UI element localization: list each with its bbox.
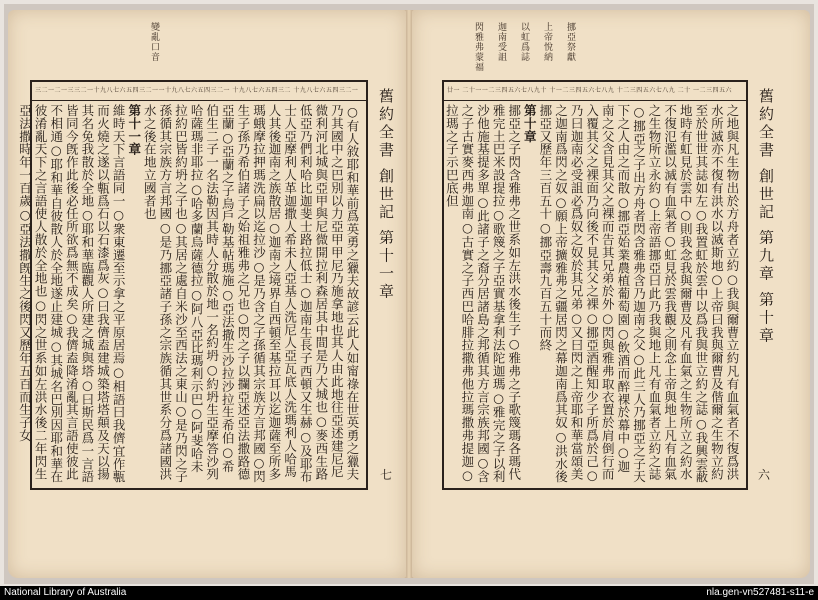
margin-note: 以虹爲誌 (519, 22, 529, 62)
right-margin-notes (472, 22, 575, 76)
body-text: ○有人敘耶和華前爲英勇之獵夫故諺云此人如甯祿在世英勇之獵夫乃其國中之巴別以力亞甲甲尼乃施拿地也其人由此地往亞述建尼尼微利河北城與亞甲與尼微開拉利森居其中間是乃大城也○麥西生路低亞乃們利哈比迦斐士路拉低士○迦南生長子西頓又生赫○及耶布士人亞摩利人革迦撒人希未人亞基人洗尼人亞瓦底人洗瑪利人哈馬人其後迦南之族散居○迦南之境界自西頓至基拉耳以迄迦薩至所多瑪蛾摩拉押瑪洗扁以迄拉沙○是乃含之子孫循其宗族方言邦國○閃生子孫乃希伯諸子之始祖雅弗之兄也○閃之子以攔亞述亞法撒路德亞蘭○亞蘭之子烏戶勒基帖瑪施○亞法撒生沙拉沙拉生希伯○希伯生二子一名法勒因其時人分散於地一名約坍○約坍生亞摩答沙列哈薩瑪非耶拉○哈多蘭烏薩德拉○阿八亞比瑪利示巴○阿斐哈未拉約巴皆約坍之子也○其居之處自米沙至西法之東山○是乃閃之子孫循其宗族方言邦國○是乃挪亞諸子孫之宗族循其世系分爲諸國洪水之後在地立國者也 (142, 104, 360, 484)
book-spread (4, 4, 814, 584)
verse-number-ruler: 廿一 二十一一二三四五六七八九十 十一二三四五六七八九 十二三四五六七八九 二十 一二三四五六 (444, 82, 746, 101)
margin-note: 挪亞祭獻 (565, 22, 575, 62)
page-number: 六 (758, 468, 771, 482)
body-text: 之地與凡生物出於方舟者立約○我與爾曹立約凡有血氣者不復爲洪水所滅亦不復有洪水以滅斯地○上帝曰我與爾曹及偕爾之生物立約至於世世其誌如左○我置虹於雲中以爲我與世立約之誌○我興雲蔽地時有虹見於雲中○則我念我與爾曹及凡有血氣之生物所立之約水不復氾濫以滅有血氣者○虹見於雲我觀之則念上帝與地上凡有血氣之生物所立永約○上帝語挪亞曰此乃我與地上凡有血氣者立約之誌○挪亞之子出方舟者閃含雅弗含乃迦南之父○此三人乃挪亞之子天下之人由之而散○挪亞始業農植葡萄園○飲酒而醉裸於幕中○迦南之父含見其父之裸而告其兄弟於外○閃與雅弗取衣置於肩倒行而入覆其父之裸面乃向後不見其父之裸○挪亞酒醒知少子所爲於己○乃曰迦南必受詛必爲奴之奴於其兄弟○又曰閃之上帝耶和華當頌美之迦南爲閃之奴○願上帝擴雅弗之疆居閃之幕迦南爲其奴○洪水後挪亞又歷年三百五十○挪亞壽九百五十而終 (537, 104, 740, 484)
right-page (412, 10, 810, 578)
archive-footer-bar (0, 586, 818, 600)
verse-number-ruler: 三二一二一三三二一十九八七六五四三二一一十九八七六五四三二一 十九八七六五四三二 十九八七六五四三二一 (32, 82, 366, 101)
right-body-text (444, 104, 740, 484)
library-credit: National Library of Australia (4, 587, 127, 598)
chapter-title: 第十一章 (126, 104, 142, 156)
record-identifier: nla.gen-vn527481-s11-e (706, 587, 814, 598)
right-text-frame (442, 80, 748, 490)
left-body-text (17, 104, 360, 484)
body-text-continued: 維時天下言語同一○衆東遷至示拿之平原居焉○相語曰我儕宜作甎而火燒之遂以甎爲石以石漆爲灰○曰我儕盍建城築塔塔顛及天以揚其名免我散於全地○耶和華臨觀人所建之城與塔○曰斯民爲一言語皆同今旣作此後必任所欲爲無不成矣○我儕盍降淆亂其言語使彼此不相通○耶和華自彼散人於全地遂止建城○其城名巴別因耶和華在彼淆亂天下之言語使人散於全地也○閃之世系如左洪水後二年閃生亞法撒時年一百歲○亞法撒旣生之後閃又歷年五百而生子女 (17, 104, 127, 484)
margin-note: 閃雅弗蒙福 (473, 22, 483, 72)
left-text-frame (17, 80, 368, 490)
running-head: 舊約全書 創世記 第九章 第十章 (757, 88, 775, 346)
chapter-title: 第十章 (522, 104, 538, 143)
left-page (8, 10, 406, 578)
body-text-continued: 挪亞之子閃含雅弗之世系如左洪水後生子○雅弗之子歌篾瑪各瑪代雅完土巴米設提拉○歌篾之子亞實基拿利法陀迦瑪○雅完之子以利沙他施基提多單○此諸子之裔分居諸島之邦循其方言宗族邦國○含之子古實麥西弗迦南○古實之子西巴哈腓拉撒弗他拉瑪撒弗提迦○拉瑪之子示巴底但 (444, 104, 522, 484)
margin-note: 上帝悅納 (542, 22, 552, 62)
margin-note: 迦南受詛 (496, 22, 506, 62)
running-head: 舊約全書 創世記 第十一章 (377, 88, 395, 302)
page-number: 七 (380, 468, 393, 482)
left-margin-notes (148, 22, 159, 76)
margin-note: 變亂口音 (149, 22, 159, 62)
